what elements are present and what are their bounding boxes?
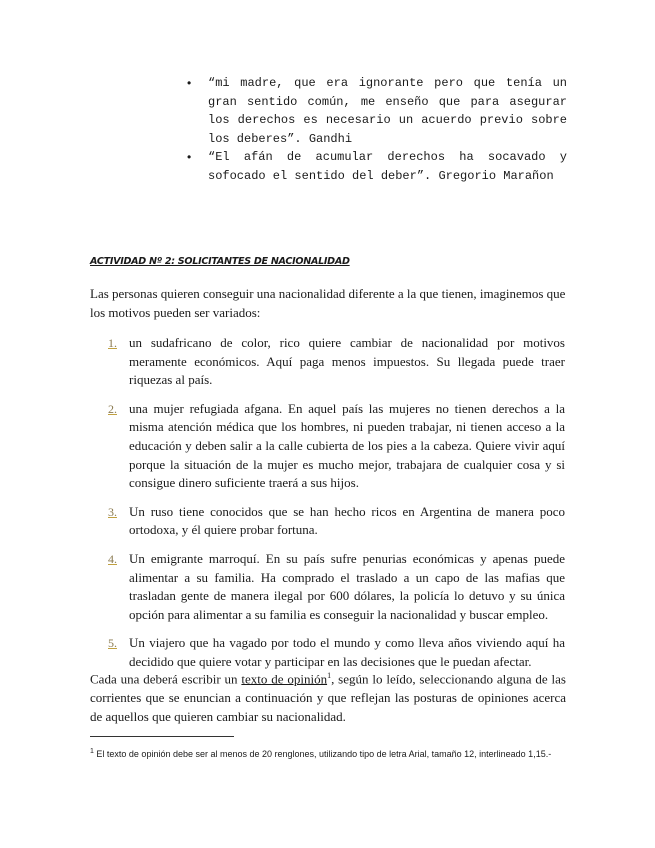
item-number: 3. [108,504,117,519]
activity-intro: Las personas quieren conseguir una nacionalidad diferente a la que tienen, imaginemos que los motivos pueden ser variados: [90,286,566,320]
footnote-divider [90,736,234,737]
closing-text-end: , según lo leído, seleccionando alguna de las corrientes que se enuncian a continuación y que reflejan las posturas de opiniones acerca de aquellos que quieren cambiar su nacionalidad. [90,671,566,725]
item-text: Un viajero que ha vagado por todo el mundo y como lleva años viviendo aquí ha decidido que quiere votar y participar en las decisiones que le puedan afectar. [129,635,565,669]
footnote [90,744,560,762]
activity-title: ACTIVIDAD Nº 2: SOLICITANTES DE NACIONALIDAD [90,256,350,267]
quote-text: “mi madre, que era ignorante pero que tenía un gran sentido común, me enseño que para asegurar los derechos es necesario un acuerdo previo sobre los deberes”. Gandhi [208,76,567,146]
quote-text: “El afán de acumular derechos ha socavado y sofocado el sentido del deber”. Gregorio Marañon [208,150,567,183]
item-text: Un ruso tiene conocidos que se han hecho ricos en Argentina de manera poco ortodoxa, y él quiere probar fortuna. [129,503,565,538]
list-item [105,503,565,540]
list-item [105,400,565,493]
item-text: una mujer refugiada afgana. En aquel país las mujeres no tienen derechos a la misma atención médica que los hombres, ni pueden trabajar, ni tienen acceso a la educación y deben salir a la calle cubierta de los pies a la cabeza. Quiere vivir aquí porque la situación de la mujer es mucho mejor, trabajara de cualquier cosa y si consigue dinero suficiente traerá a sus hijos. [129,400,565,491]
applicant-list [105,334,565,682]
closing-text-start: Cada una deberá escribir un [90,671,242,687]
item-text: un sudafricano de color, rico quiere cambiar de nacionalidad por motivos meramente económicos. Aquí paga menos impuestos. Su llegada puede traer riquezas al país. [129,335,565,388]
list-item [105,334,565,390]
item-number: 1. [108,336,117,350]
item-number: 2. [108,401,117,416]
item-number: 4. [108,551,117,566]
list-item [105,550,565,624]
opinion-text-link[interactable]: texto de opinión [241,671,328,687]
footnote-text: El texto de opinión debe ser al menos de 20 renglones, utilizando tipo de letra Arial, tamaño 12, interlineado 1,15.- [93,749,552,759]
footnote-reference[interactable]: 1 [327,671,332,680]
quote-list [187,74,567,185]
bullet-icon: • [187,150,192,164]
quote-item [187,74,567,148]
closing-paragraph [90,666,566,726]
quote-item [187,148,567,185]
footnote-number: 1 [90,748,94,755]
bullet-icon: • [187,76,192,90]
item-text: Un emigrante marroquí. En su país sufre penurias económicas y apenas puede alimentar a su familia. Ha comprado el traslado a un capo de las mafias que trasladan gente de manera ilegal por 600 dólares, la policía lo detuvo y su única opción para alimentar a su familia es conseguir la nacionalidad y buscar empleo. [129,550,565,622]
item-number: 5. [108,636,117,651]
